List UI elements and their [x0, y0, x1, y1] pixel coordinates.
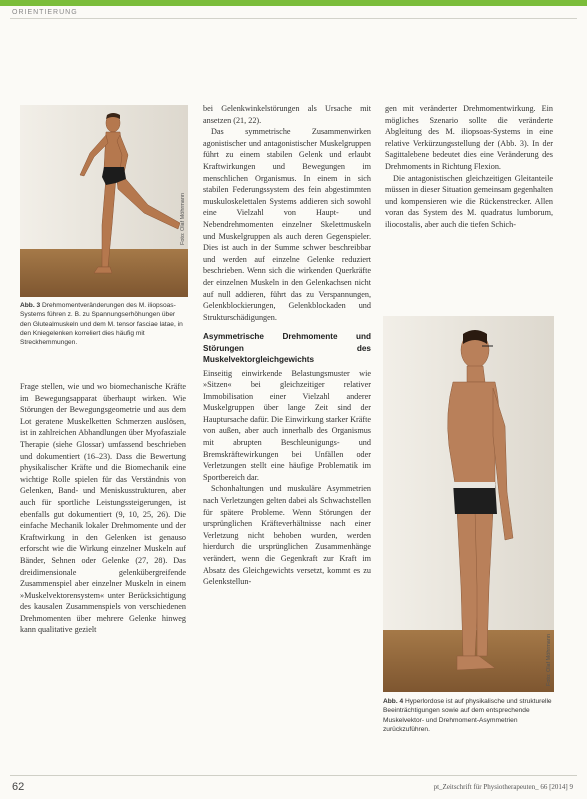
figure-4-caption-label: Abb. 4 — [383, 698, 404, 705]
figure-4-credit: Foto: Olaf Möhrmann — [546, 634, 552, 686]
text-column-right — [385, 103, 553, 231]
figure-4-caption — [383, 697, 554, 734]
figure-4-caption-text: Hyperlordose ist auf physikalische und strukturelle Beeinträchtigungen sowie auf dem entsprechende Muskelvektor- und Drehmoment-Asymmetrien zurückzuführen. — [383, 698, 552, 733]
figure-3-photo — [20, 105, 188, 297]
right-paragraph-2: Die antagonistischen gleichzeitigen Gleitanteile müssen in dieser Situation gemeinsam gegenhalten und kompensieren wie die Rückenstrecker. Allen voran das System des M. quadratus lumborum, iliocostalis, aber auch die tiefen Schich- — [385, 173, 553, 229]
figure-3-credit: Foto: Olaf Möhrmann — [180, 193, 186, 245]
section-label: ORIENTIERUNG — [12, 9, 78, 16]
middle-paragraph-1: bei Gelenkwinkelstörungen als Ursache mit ansetzen (21, 22). — [203, 104, 371, 125]
header-rule — [10, 18, 577, 19]
middle-paragraph-2: Das symmetrische Zusammenwirken agonistischer und antagonistischer Muskelgruppen führt zu einem stabilen Gelenk und erlaubt Kraftwirkungen und Bewegungen im menschlichen Organismus. In einem in sich stabilen Federungssystem des fein abgestimmten muskuloskelettalen Systems addieren sich sowohl eine Vielzahl von Haupt- und Nebendrehmomenten einzelner Skelettmuskeln und Muskelgruppen als auch deren Gegenspieler. Dies ist auch in der Summe schwer beschreibbar und werden auf einzelne Gelenke reduziert beschrieben. Wenn sich die wirkenden Querkräfte der einzelnen Muskeln in den Gelenkachsen nicht auf null addieren, führt das zu Verspannungen, Gelenkblockierungen, Gelenkblockaden und Strukturschädigungen. — [203, 127, 371, 322]
section-heading: Asymmetrische Drehmomente und Störungen des Muskelvektorgleichgewichts — [203, 332, 371, 365]
middle-paragraph-3: Einseitig einwirkende Belastungsmuster wie »Sitzen« bei gleichzeitiger relativer Immobilisation einer Vielzahl anderer Muskelgruppen über lange Zeit sind der Hauptursache dafür. Die Einwirkung starker Kräfte von außen, aber auch innerhalb des Organismus mit abrupten Beschleunigungs- und Bremskräftewirkungen bei Unfällen oder Verletzungen stellt eine häufige Problematik im Sportbereich dar. — [203, 368, 371, 482]
kicking-man-figure — [20, 105, 188, 297]
text-column-middle — [203, 103, 371, 588]
figure-3-caption-text: Drehmomentveränderungen des M. iliopsoas-Systems führen z. B. zu Spannungserhöhungen über den Glutealmuskeln und dem M. tensor fasciae latae, in den Kniegelenken korreliert dies häufig mit Streckhemmungen. — [20, 302, 183, 347]
journal-footer: pt_Zeitschrift für Physiotherapeuten_ 66 [2014] 9 — [433, 783, 573, 791]
page-number: 62 — [12, 781, 25, 793]
figure-4-photo — [383, 316, 554, 692]
middle-paragraph-4: Schonhaltungen und muskuläre Asymmetrien nach Verletzungen gelten dabei als Schwachstellen für spätere Probleme. Wenn Störungen der ursprünglichen Kräfteverhältnisse nach einer Verletzung nicht behoben wurden, werden hierdurch die ursprünglichen Zusammenhänge verändert, wenn die Gegenkraft zur Kraft im Absatz des Gleichgewichts versetzt, kommt es zu Gelenkstellun- — [203, 484, 371, 587]
text-column-left — [20, 381, 186, 636]
standing-man-figure — [383, 316, 554, 692]
right-paragraph-1: gen mit veränderter Drehmomentwirkung. Ein mögliches Szenario sollte die veränderte Abgleitung des M. iliopsoas-Systems in eine relative Verkürzungsstellung der (Abb. 3). In der Sagittalebene bedeutet dies eine Veränderung des Drehmoments in Richtung Flexion. — [385, 104, 553, 171]
left-paragraph-1: Frage stellen, wie und wo biomechanische Kräfte im Bewegungsapparat überhaupt wirken. Wie Störungen der Bewegungsgeometrie und aus dem Lot geratene Muskelketten Schmerzen auslösen, ist in zahlreichen Abhandlungen über Myofasziale Therapie (siehe Glossar) umfassend beschrieben und dokumentiert (16–23). Dass die Bewertung physikalischer Kräfte und die Biomechanik eine wichtige Rolle spielen für das Verständnis von Gelenken, Band- und Meniskusstrukturen, aber auch für sportliche Leistungssteigerungen, ist ebenfalls gut dokumentiert (9, 10, 25, 26). Die einfache Mechanik lokaler Drehmomente und der Kraftwirkung in den Gelenken ist genauso erforscht wie die Wirkung einzelner Muskeln auf Bänder, Sehnen oder Gelenke (27, 28). Das dreidimensionale gelenkübergreifende Zusammenspiel aber einzelner Muskeln in einem »Muskelvektorensystem« unter Berücksichtigung des kausalen Zusammenspiels von verschiedenen Drehmomenten über mehrere Gelenke hinweg kann qualitative gezielt — [20, 382, 186, 635]
figure-3-caption — [20, 301, 186, 347]
footer-rule — [10, 775, 577, 776]
header-accent-bar — [0, 0, 587, 6]
figure-3-caption-label: Abb. 3 — [20, 302, 41, 309]
